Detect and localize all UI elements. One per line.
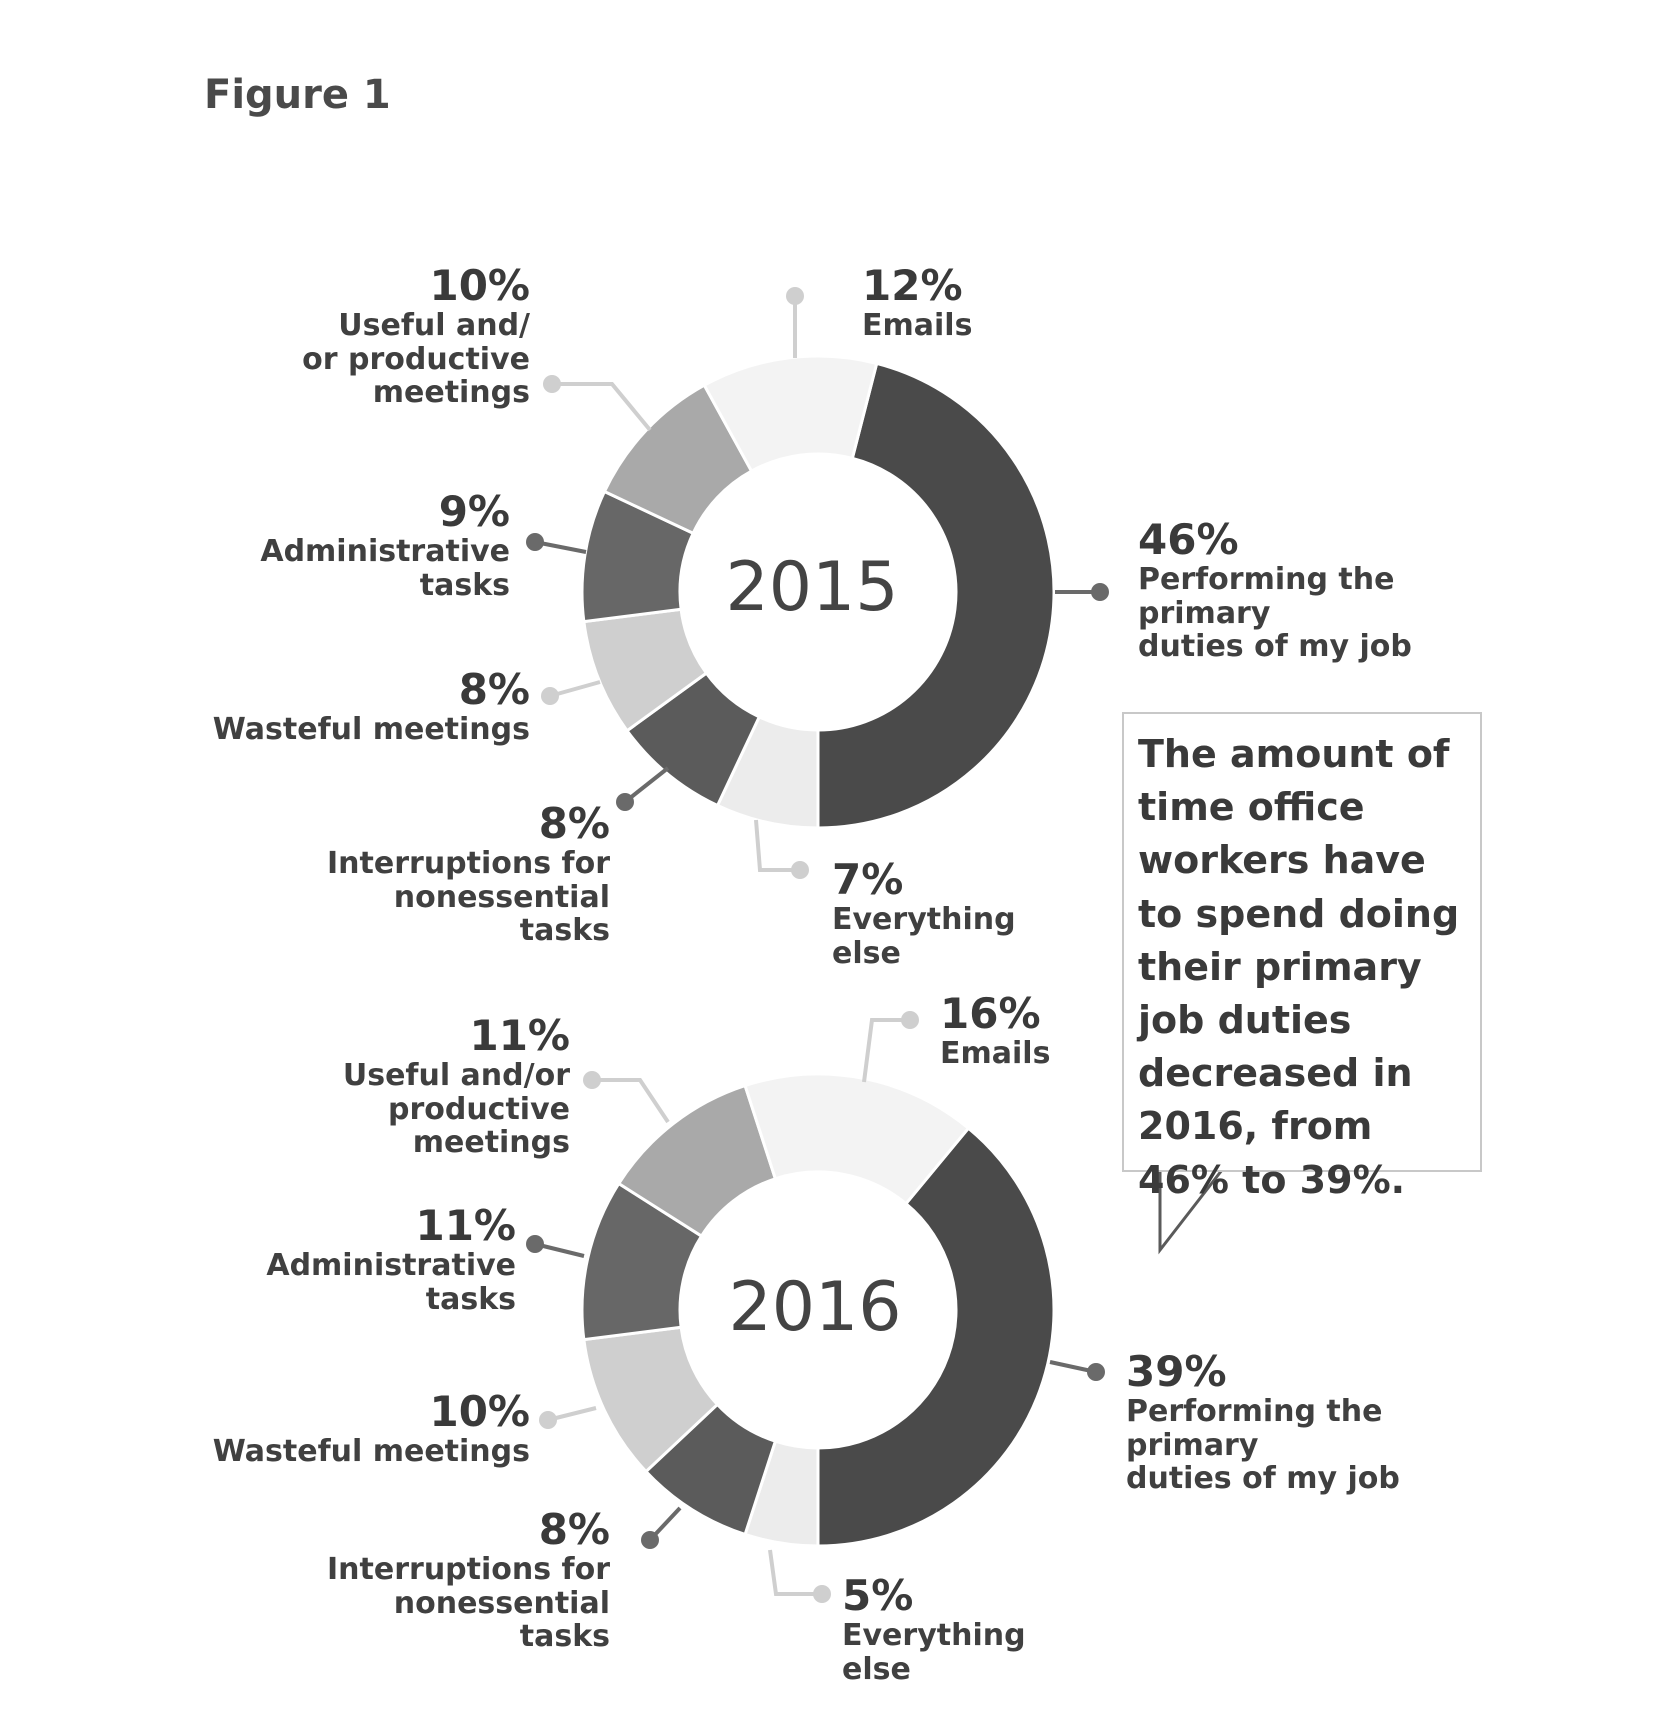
label-2015-wasteful bbox=[210, 666, 530, 747]
txt-2015-primary: Performing the primary duties of my job bbox=[1138, 562, 1412, 665]
pct-2016-primary: 39% bbox=[1126, 1347, 1227, 1396]
leader-dot-2016-wasteful-meetings bbox=[539, 1411, 557, 1429]
leader-2016-emails bbox=[864, 1020, 910, 1082]
txt-2016-emails: Emails bbox=[940, 1036, 1051, 1072]
pct-2015-primary: 46% bbox=[1138, 515, 1239, 564]
txt-2016-administrative: Administrative tasks bbox=[266, 1248, 516, 1317]
txt-2015-everything-else: Everything else bbox=[832, 902, 1016, 971]
label-2016-interruptions bbox=[300, 1506, 610, 1654]
txt-2016-everything-else: Everything else bbox=[842, 1618, 1026, 1687]
label-2016-everything-else bbox=[842, 1572, 1102, 1686]
figure-title: Figure 1 bbox=[204, 72, 391, 118]
txt-2015-wasteful: Wasteful meetings bbox=[212, 712, 530, 748]
pct-2015-wasteful: 8% bbox=[458, 665, 530, 714]
leader-dot-2015-everything-else bbox=[791, 861, 809, 879]
leader-2015-useful-meetings bbox=[552, 384, 650, 430]
txt-2015-useful-meetings: Useful and/ or productive meetings bbox=[302, 308, 530, 411]
pct-2016-wasteful: 10% bbox=[429, 1387, 530, 1436]
pct-2015-interruptions: 8% bbox=[538, 799, 610, 848]
leader-dot-2016-primary bbox=[1087, 1363, 1105, 1381]
label-2016-useful-meetings bbox=[250, 1012, 570, 1160]
label-2016-primary bbox=[1126, 1348, 1506, 1496]
chart-2015-center-label: 2015 bbox=[725, 548, 899, 627]
txt-2015-administrative: Administrative tasks bbox=[260, 534, 510, 603]
leader-dot-2015-primary bbox=[1091, 583, 1109, 601]
txt-2015-interruptions: Interruptions for nonessential tasks bbox=[327, 846, 610, 949]
pct-2016-useful-meetings: 11% bbox=[469, 1011, 570, 1060]
leader-2016-useful-meetings bbox=[592, 1080, 668, 1122]
label-2015-useful-meetings bbox=[290, 262, 530, 410]
label-2016-administrative bbox=[180, 1202, 516, 1316]
leader-dot-2015-administrative bbox=[526, 533, 544, 551]
leader-dot-2016-administrative bbox=[526, 1235, 544, 1253]
label-2015-everything-else bbox=[832, 856, 1082, 970]
txt-2016-primary: Performing the primary duties of my job bbox=[1126, 1394, 1400, 1497]
leader-dot-2016-useful-meetings bbox=[583, 1071, 601, 1089]
leader-dot-2016-interruptions bbox=[641, 1531, 659, 1549]
label-2015-interruptions bbox=[300, 800, 610, 948]
txt-2015-emails: Emails bbox=[862, 308, 973, 344]
label-2015-emails bbox=[862, 262, 1062, 343]
label-2015-administrative bbox=[250, 488, 510, 602]
pct-2016-everything-else: 5% bbox=[842, 1571, 914, 1620]
label-2016-emails bbox=[940, 990, 1140, 1071]
pct-2015-everything-else: 7% bbox=[832, 855, 904, 904]
pct-2015-emails: 12% bbox=[862, 261, 963, 310]
leader-dot-2016-everything-else bbox=[813, 1585, 831, 1603]
leader-dot-2015-wasteful-meetings bbox=[541, 687, 559, 705]
leader-dot-2015-useful-meetings bbox=[543, 375, 561, 393]
label-2016-wasteful bbox=[210, 1388, 530, 1469]
pct-2015-administrative: 9% bbox=[438, 487, 510, 536]
pct-2016-interruptions: 8% bbox=[538, 1505, 610, 1554]
leader-dot-2015-emails bbox=[786, 287, 804, 305]
leader-2016-everything-else bbox=[770, 1550, 822, 1594]
pct-2016-administrative: 11% bbox=[415, 1201, 516, 1250]
leader-dot-2015-interruptions bbox=[616, 793, 634, 811]
txt-2016-wasteful: Wasteful meetings bbox=[212, 1434, 530, 1470]
pct-2015-useful-meetings: 10% bbox=[429, 261, 530, 310]
chart-2016-center-label: 2016 bbox=[728, 1268, 902, 1347]
label-2015-primary bbox=[1138, 516, 1518, 664]
pct-2016-emails: 16% bbox=[940, 989, 1041, 1038]
txt-2016-interruptions: Interruptions for nonessential tasks bbox=[327, 1552, 610, 1655]
callout-box: The amount of time office workers have to spend doing their primary job duties decreased in 2016, from 46% to 39%. bbox=[1122, 712, 1482, 1172]
leader-dot-2016-emails bbox=[901, 1011, 919, 1029]
txt-2016-useful-meetings: Useful and/or productive meetings bbox=[342, 1058, 570, 1161]
